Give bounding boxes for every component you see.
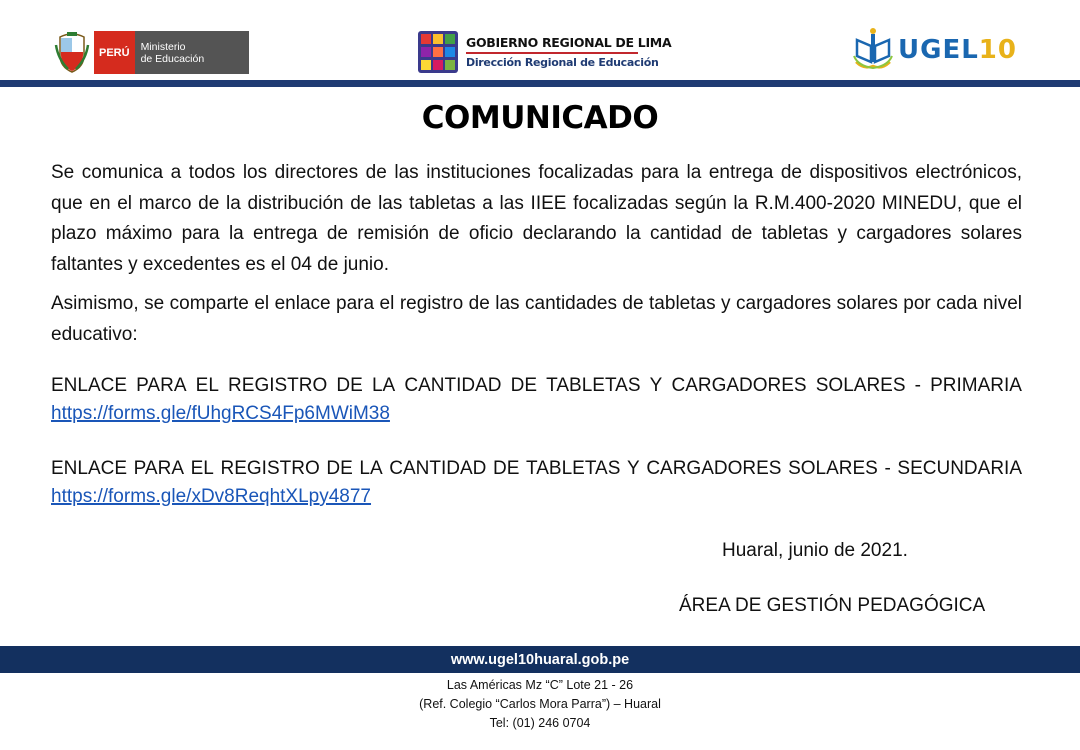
paragraph-2: Asimismo, se comparte el enlace para el registro de las cantidades de tabletas y cargadores solares por cada nivel educativo: <box>51 293 1022 345</box>
header-divider <box>0 80 1080 87</box>
footer-address: Las Américas Mz “C” Lote 21 - 26 <box>446 678 634 692</box>
ministry-line-2: de Educación <box>140 52 205 65</box>
footer-info <box>0 676 1080 733</box>
footer-reference: (Ref. Colegio “Carlos Mora Parra”) – Huaral <box>419 697 661 711</box>
ugel-wordmark <box>898 35 1017 65</box>
gore-subtitle: Dirección Regional de Educación <box>466 56 659 69</box>
paragraph-1: Se comunica a todos los directores de las instituciones focalizadas para la entrega de dispositivos electrónicos, que en el marco de la distribución de las tabletas a las IIEE focalizadas según la R.M.400-2020 MINEDU, que el plazo máximo para la entrega de remisión de oficio declarando la cantidad de tabletas y cargadores solares faltantes y excedentes es el 04 de junio. <box>51 162 1022 275</box>
link-block-secundaria <box>51 455 1022 511</box>
ugel-book-icon <box>850 26 896 74</box>
link-label-primaria: ENLACE PARA EL REGISTRO DE LA CANTIDAD DE TABLETAS Y CARGADORES SOLARES - PRIMARIA <box>51 375 1022 396</box>
signature-area: ÁREA DE GESTIÓN PEDAGÓGICA <box>679 595 986 616</box>
gobierno-regional-emblem-icon <box>416 29 460 75</box>
gore-divider <box>466 52 638 54</box>
link-label-secundaria: ENLACE PARA EL REGISTRO DE LA CANTIDAD DE TABLETAS Y CARGADORES SOLARES - SECUNDARIA <box>51 458 1022 479</box>
ugel-word: UGEL <box>898 35 979 65</box>
document-header <box>0 0 1080 80</box>
footer-phone: Tel: (01) 246 0704 <box>489 716 591 730</box>
link-block-primaria <box>51 372 1022 428</box>
peru-label: PERÚ <box>94 31 135 74</box>
link-primaria[interactable]: https://forms.gle/fUhgRCS4Fp6MWiM38 <box>51 403 390 424</box>
document-title: COMUNICADO <box>421 100 659 136</box>
ministry-line-1: Ministerio <box>140 40 186 53</box>
minedu-logo <box>54 31 249 74</box>
ugel-number: 10 <box>978 35 1017 65</box>
ugel-logo <box>850 26 1017 74</box>
footer-website: www.ugel10huaral.gob.pe <box>450 651 630 668</box>
footer-bar <box>0 646 1080 673</box>
gobierno-regional-logo <box>416 29 671 75</box>
ministry-label <box>135 31 249 74</box>
peru-coat-of-arms-icon <box>54 31 90 74</box>
gore-title: GOBIERNO REGIONAL DE LIMA <box>466 35 672 50</box>
place-date: Huaral, junio de 2021. <box>722 540 908 561</box>
link-secundaria[interactable]: https://forms.gle/xDv8ReqhtXLpy4877 <box>51 486 372 507</box>
